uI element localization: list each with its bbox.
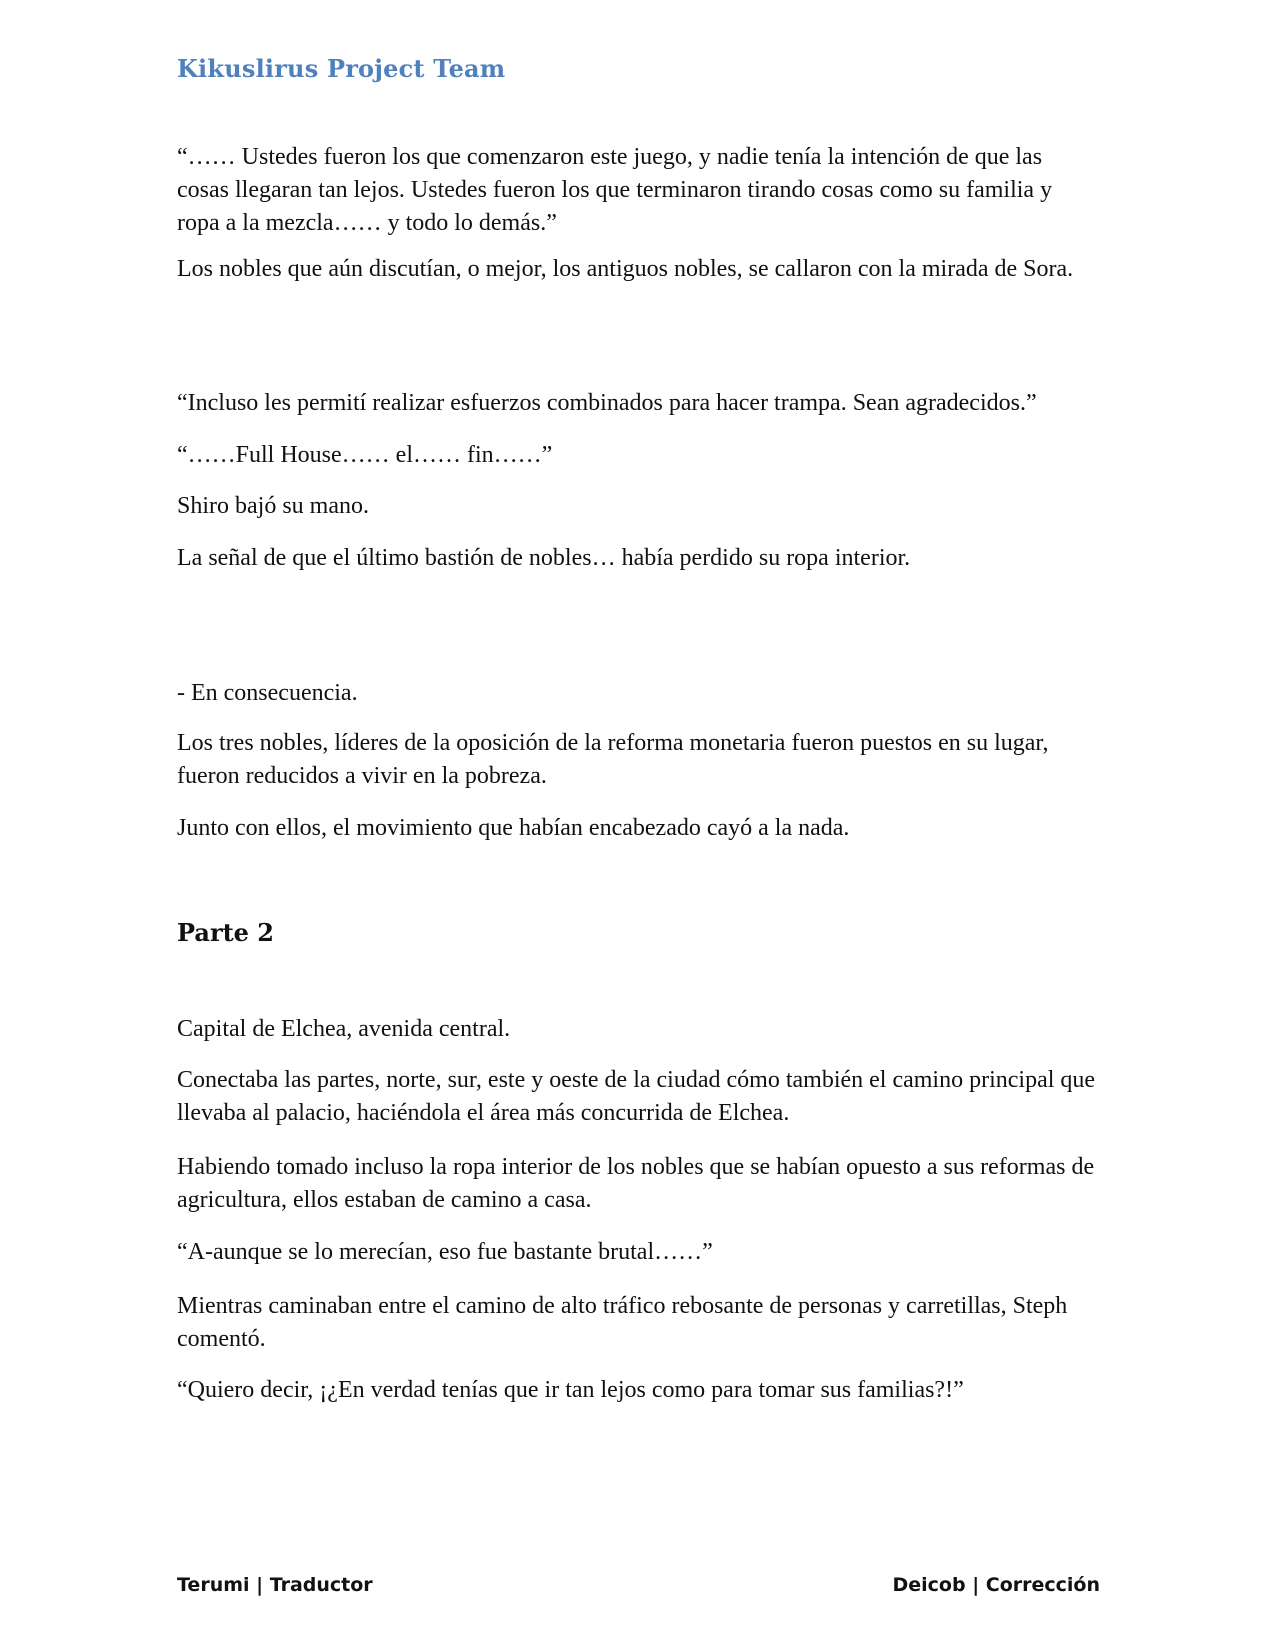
- footer-translator: Terumi | Traductor: [177, 1574, 373, 1596]
- paragraph: Los nobles que aún discutían, o mejor, los antiguos nobles, se callaron con la mirada de Sora.: [177, 256, 1074, 282]
- paragraph: Conectaba las partes, norte, sur, este y oeste de la ciudad cómo también el camino principal que llevaba al palacio, haciéndola el área más concurrida de Elchea.: [177, 1067, 1096, 1126]
- paragraph: “Quiero decir, ¡¿En verdad tenías que ir tan lejos como para tomar sus familias?!”: [177, 1377, 964, 1403]
- footer-proofreader: Deicob | Corrección: [892, 1574, 1100, 1596]
- paragraph: Mientras caminaban entre el camino de alto tráfico rebosante de personas y carretillas, Steph comentó.: [177, 1293, 1068, 1352]
- paragraph: Habiendo tomado incluso la ropa interior de los nobles que se habían opuesto a sus reformas de agricultura, ellos estaban de camino a casa.: [177, 1154, 1095, 1213]
- paragraph: “…… Ustedes fueron los que comenzaron este juego, y nadie tenía la intención de que las cosas llegaran tan lejos. Ustedes fueron los que terminaron tirando cosas como su familia y ropa a la mezcla…… y todo lo demás.”: [177, 144, 1053, 236]
- paragraph: Los tres nobles, líderes de la oposición de la reforma monetaria fueron puestos en su lugar, fueron reducidos a vivir en la pobreza.: [177, 730, 1049, 789]
- paragraph: Capital de Elchea, avenida central.: [177, 1016, 511, 1042]
- paragraph: - En consecuencia.: [177, 680, 358, 706]
- paragraph: “……Full House…… el…… fin……”: [177, 442, 553, 468]
- section-heading: Parte 2: [177, 918, 275, 947]
- header-title: Kikuslirus Project Team: [177, 54, 506, 83]
- paragraph: Shiro bajó su mano.: [177, 493, 369, 519]
- paragraph: Junto con ellos, el movimiento que habían encabezado cayó a la nada.: [177, 815, 850, 841]
- paragraph: La señal de que el último bastión de nobles… había perdido su ropa interior.: [177, 545, 911, 571]
- paragraph: “A-aunque se lo merecían, eso fue bastante brutal……”: [177, 1239, 713, 1265]
- paragraph: “Incluso les permití realizar esfuerzos combinados para hacer trampa. Sean agradecidos.”: [177, 390, 1037, 416]
